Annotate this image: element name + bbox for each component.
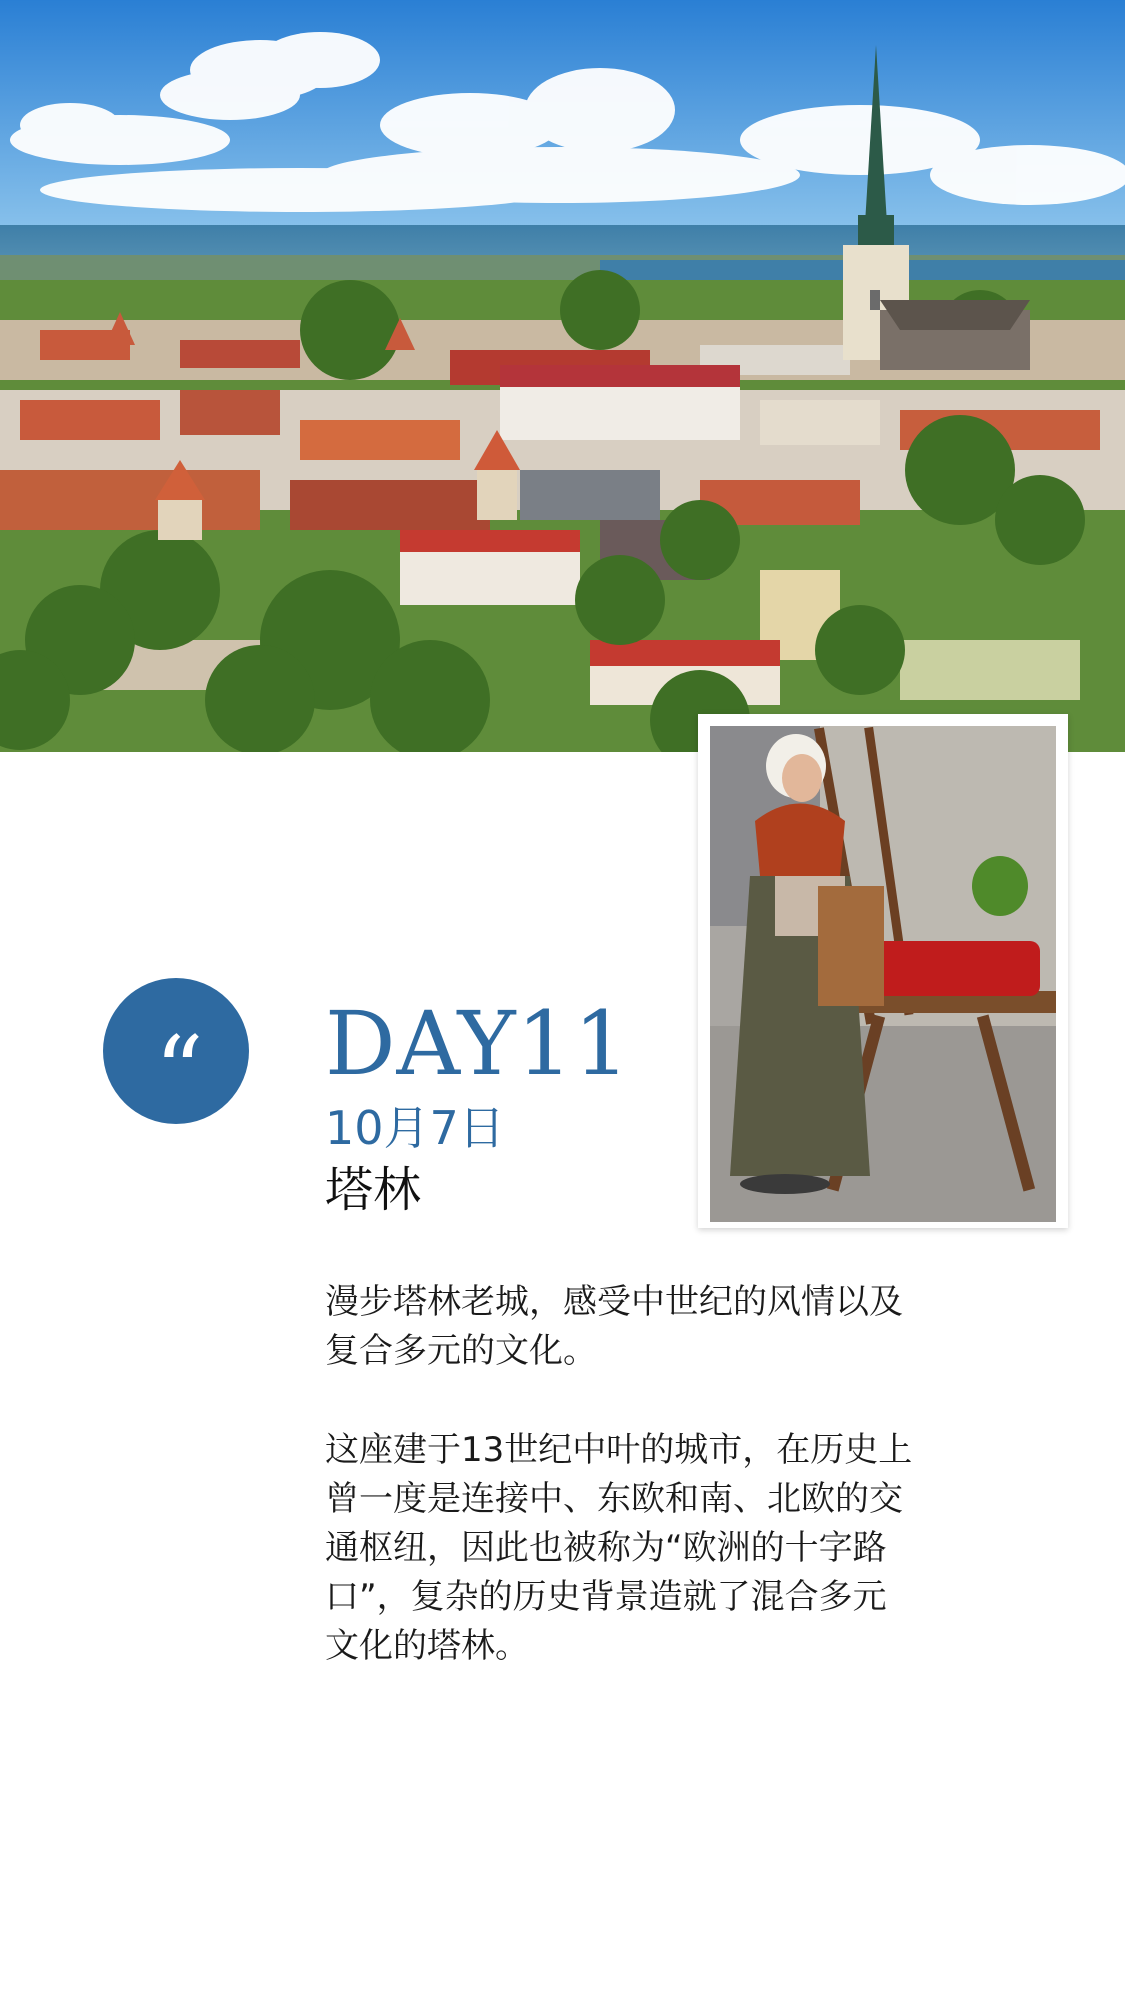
hero-panorama-image [0,0,1125,752]
quotation-mark-icon: “ [154,1016,198,1128]
date-label: 10月7日 [325,1101,505,1155]
inset-photo-frame [698,714,1068,1228]
market-vendor-image [710,726,1056,1222]
history-paragraph: 这座建于13世纪中叶的城市，在历史上曾一度是连接中、东欧和南、北欧的交通枢纽，因此也被称为“欧洲的十字路口”，复杂的历史背景造就了混合多元文化的塔林。 [325,1430,913,1666]
city-name: 塔林 [325,1162,422,1218]
day-title: DAY11 [325,992,631,1095]
intro-paragraph: 漫步塔林老城，感受中世纪的风情以及复合多元的文化。 [325,1282,903,1371]
quote-badge [103,978,249,1128]
